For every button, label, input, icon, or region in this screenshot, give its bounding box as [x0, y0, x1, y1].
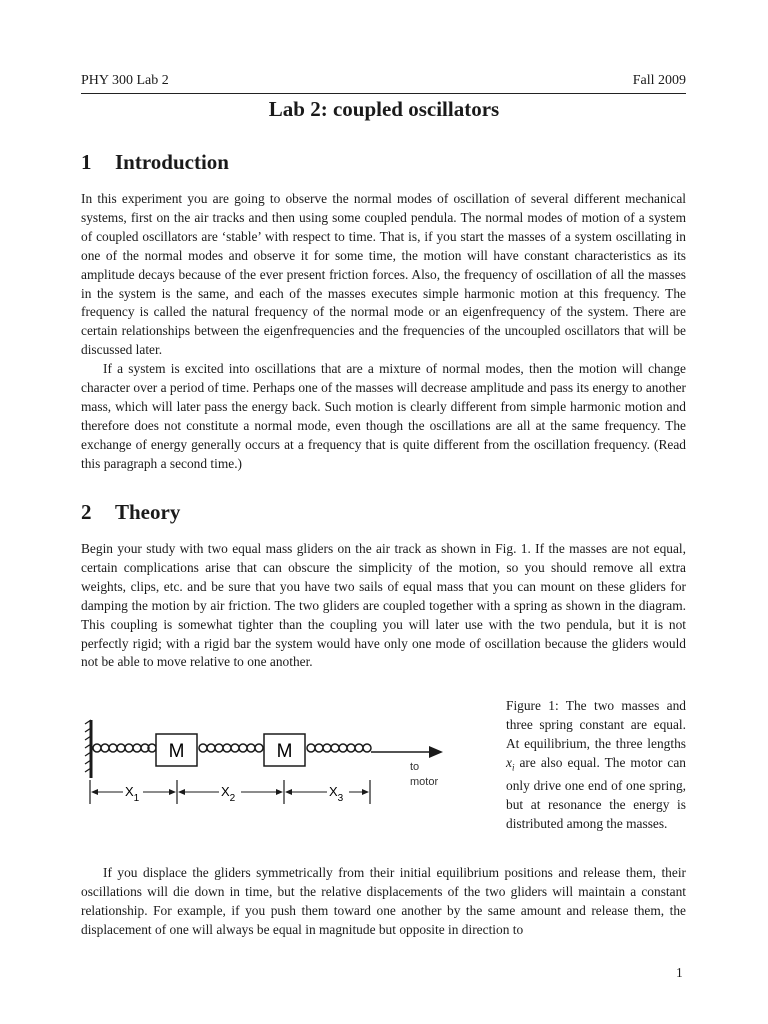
x-label-2: X: [221, 784, 230, 799]
dimension-arrow-x2a: [178, 789, 185, 795]
dimension-arrow-x3a: [285, 789, 292, 795]
mass-label-2: M: [276, 741, 293, 762]
caption-variable-subscript: i: [511, 762, 515, 773]
paper-title: Lab 2: coupled oscillators: [268, 97, 500, 121]
caption-text-after: are also equal. The motor can only drive one end of one spring, but at resonance the energy is distributed among the masses.: [506, 754, 686, 832]
motor-label-line-2: motor: [410, 776, 439, 788]
page-number: 1: [676, 965, 683, 980]
dimension-arrow-x2b: [276, 789, 283, 795]
figure-caption: [506, 697, 686, 834]
header-term: Fall 2009: [632, 73, 686, 88]
x-sub-1: 1: [133, 793, 140, 804]
x-sub-2: 2: [229, 793, 236, 804]
intro-paragraph-2: If a system is excited into oscillations that are a mixture of normal modes, then the motion will change character over a period of time. Perhaps one of the masses will decrease amplitude and pass its energy to another mass, which will later pass the energy back. Such motion is clearly different from simple harmonic motion and therefore does not constitute a normal mode, even though the oscillations are all at the same frequency. The exchange of energy generally occurs at a frequency that is quite different from the oscillation frequency. (Read this paragraph a second time.): [81, 361, 686, 471]
section-heading-theory: [81, 500, 180, 525]
dimension-arrow-x1a: [91, 789, 98, 795]
spring-middle: [199, 744, 263, 752]
dimension-arrow-x1b: [169, 789, 176, 795]
section-title: Introduction: [115, 150, 229, 174]
figure-coupled-oscillators: [81, 712, 461, 822]
theory-paragraph-1: Begin your study with two equal mass gliders on the air track as shown in Fig. 1. If the masses are not equal, certain complications arise that can obscure the simplicity of the motion, so you should remove all extra weights, clips, etc. and be sure that you have two sails of equal mass that you can mount on these gliders for damping the motion by air friction. The two gliders are coupled together with a spring as shown in the diagram. This coupling is somewhat tighter than the coupling you will later use with the two pendula, but it is not perfectly rigid; with a rigid bar the system would have only one mode of oscillation because the gliders would not be able to move relative to one another.: [81, 541, 686, 670]
drive-arrow: [429, 746, 443, 758]
header-course: PHY 300 Lab 2: [81, 73, 169, 88]
mass-label-1: M: [168, 741, 185, 762]
figure-diagram: [81, 712, 461, 822]
x-label-3: X: [329, 784, 338, 799]
section-number: 1: [81, 150, 92, 174]
x-sub-3: 3: [337, 793, 344, 804]
dimension-label-x1: [125, 784, 140, 804]
running-header: [81, 73, 686, 94]
section-number: 2: [81, 500, 92, 524]
section-heading-introduction: [81, 150, 229, 175]
theory-paragraph-2: If you displace the gliders symmetrically from their initial equilibrium positions and release them, their oscillations will die down in time, but the relative displacements of the two gliders will maintain a constant relationship. For example, if you push them toward one another by the same amount and release them, the displacement of one will always be equal in magnitude but opposite in direction to: [81, 865, 686, 937]
caption-text-before: Figure 1: The two masses and three spring constant are equal. At equilibrium, the three lengths: [506, 698, 686, 751]
dimension-arrow-x3b: [362, 789, 369, 795]
caption-variable: x: [506, 754, 512, 770]
x-label-1: X: [125, 784, 134, 799]
motor-label-line-1: to: [410, 761, 420, 773]
spring-left: [93, 744, 156, 752]
spring-right: [307, 744, 371, 752]
dimension-label-x2: [221, 784, 236, 804]
intro-paragraph-1: In this experiment you are going to observe the normal modes of oscillation of several different mechanical systems, first on the air tracks and then using some coupled pendula. The normal modes of motion of a system of coupled oscillators are ‘stable’ with respect to time. That is, if you start the masses of a system oscillating in one of the normal modes and observe it for some time, the motion will have constant characteristics as its amplitude decays because of the ever present friction forces. Also, the frequency of oscillation of all the masses in the system is the same, and each of the masses executes simple harmonic motion at this frequency. The frequency is called the natural frequency of the normal mode or an eigenfrequency of the system. There are certain relationships between the eigenfrequencies and the frequencies of the uncoupled oscillators that will be discussed later.: [81, 191, 686, 358]
dimension-label-x3: [329, 784, 344, 804]
section-title: Theory: [115, 500, 181, 524]
